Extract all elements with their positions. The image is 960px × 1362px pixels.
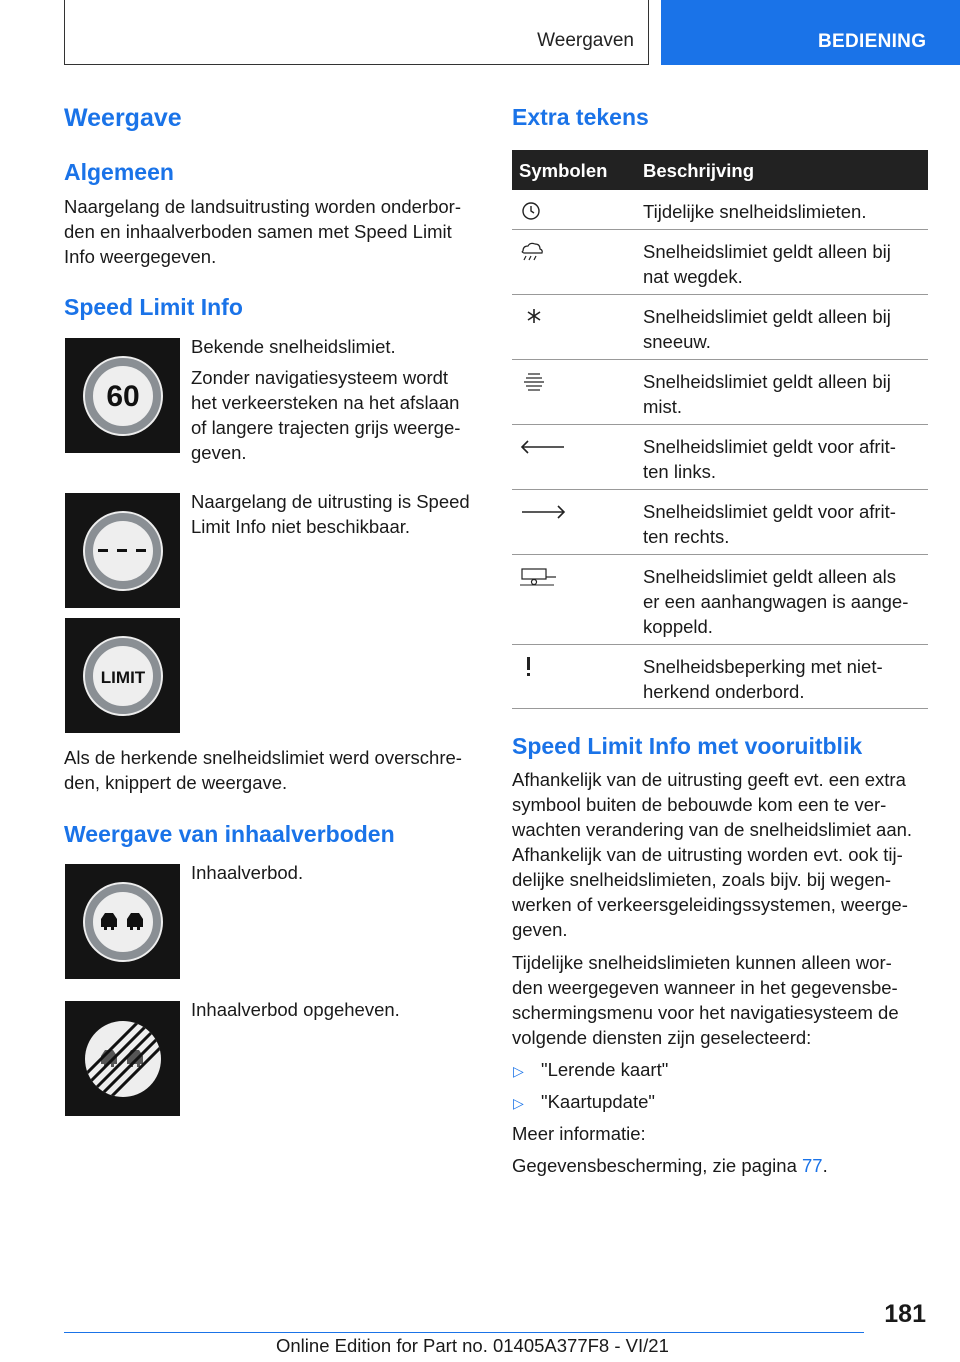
reference-text: Gegevensbescherming, zie pagina 77. xyxy=(512,1155,828,1176)
header-chapter-box xyxy=(661,0,960,65)
speed-sign-value: 60 xyxy=(106,380,140,413)
exclamation-icon xyxy=(518,655,548,679)
table-col-symbols: Symbolen xyxy=(519,160,608,181)
header-section-box xyxy=(64,0,649,65)
table-row-description: Snelheidslimiet geldt alleen als er een aanhangwagen is aange- koppeld. xyxy=(643,566,909,637)
table-row xyxy=(512,360,928,425)
table-row-description: Snelheidslimiet geldt alleen bij sneeuw. xyxy=(643,306,891,352)
speed-limit-info-heading: Speed Limit Info xyxy=(64,294,243,320)
more-info-label: Meer informatie: xyxy=(512,1123,646,1144)
table-row-description: Tijdelijke snelheidslimieten. xyxy=(643,201,867,222)
preview-heading: Speed Limit Info met vooruitblik xyxy=(512,733,863,759)
table-row-description: Snelheidsbeperking met niet- herkend onderbord. xyxy=(643,656,883,702)
preview-text1: Afhankelijk van de uitrusting geeft evt. een extra symbool buiten de bebouwde kom een te ver- wachten verandering van de snelheidslimiet aan. Afhankelijk van de uitrusting worden evt. ook tij- delijke snelheidslimieten, zoals bijv. bij wegen- werken of verkeersgeleidingssystemen, weerge- geven. xyxy=(512,769,913,940)
bullet-triangle-icon: ▷ xyxy=(513,1095,524,1111)
trailer-icon xyxy=(518,565,558,589)
table-row-description: Snelheidslimiet geldt alleen bij mist. xyxy=(643,371,891,417)
table-row-description: Snelheidslimiet geldt voor afrit- ten links. xyxy=(643,436,896,482)
sign1-text2: Zonder navigatiesysteem wordt het verkeersteken na het afslaan of langere trajecten grijs weerge- geven. xyxy=(191,367,461,463)
table-row xyxy=(512,490,928,555)
header-chapter-title: BEDIENING xyxy=(818,31,927,52)
clock-icon xyxy=(518,200,548,224)
overtake-end-text: Inhaalverbod opgeheven. xyxy=(191,999,400,1020)
fog-icon xyxy=(518,370,548,394)
bullet-item: "Kaartupdate" xyxy=(541,1091,655,1112)
speed-sign-60-image xyxy=(65,338,180,453)
overtake-heading: Weergave van inhaalverboden xyxy=(64,821,395,847)
table-row xyxy=(512,190,928,230)
general-heading: Algemeen xyxy=(64,159,174,185)
table-header xyxy=(512,150,928,190)
general-text: Naargelang de landsuitrusting worden onderbor- den en inhaalverboden samen met Speed Limit Info weergegeven. xyxy=(64,196,461,267)
bullet-item: "Lerende kaart" xyxy=(541,1059,669,1080)
footer-divider xyxy=(64,1332,864,1333)
rain-icon xyxy=(518,240,548,264)
speed-sign-unavailable-image xyxy=(65,493,180,608)
sign2-text: Naargelang de uitrusting is Speed Limit Info niet beschikbaar. xyxy=(191,491,470,537)
header-section-title: Weergaven xyxy=(537,30,634,51)
overtake-text: Inhaalverbod. xyxy=(191,862,304,883)
footer-edition: Online Edition for Part no. 01405A377F8 - VI/21 xyxy=(276,1335,669,1356)
section-title: Weergave xyxy=(64,104,182,132)
table-row xyxy=(512,230,928,295)
arrow-right-icon xyxy=(518,500,568,524)
bullet-triangle-icon: ▷ xyxy=(513,1063,524,1079)
extra-signs-heading: Extra tekens xyxy=(512,104,649,130)
table-row xyxy=(512,555,928,645)
table-row-description: Snelheidslimiet geldt voor afrit- ten rechts. xyxy=(643,501,896,547)
limit-sign-label: LIMIT xyxy=(100,668,146,687)
speed-sign-limit-image xyxy=(65,618,180,733)
table-row-description: Snelheidslimiet geldt alleen bij nat wegdek. xyxy=(643,241,891,287)
no-overtaking-sign-image xyxy=(65,864,180,979)
page-reference-link[interactable]: 77 xyxy=(802,1155,823,1176)
end-no-overtaking-sign-image xyxy=(65,1001,180,1116)
sign1-text1: Bekende snelheidslimiet. xyxy=(191,336,396,357)
arrow-left-icon xyxy=(518,435,568,459)
exceed-text: Als de herkende snelheidslimiet werd overschre- den, knippert de weergave. xyxy=(64,747,462,793)
table-col-description: Beschrijving xyxy=(643,160,755,181)
snowflake-icon xyxy=(518,305,548,329)
table-row xyxy=(512,295,928,360)
extra-signs-table xyxy=(512,150,928,709)
page-number: 181 xyxy=(884,1300,926,1328)
table-row xyxy=(512,425,928,490)
preview-text2: Tijdelijke snelheidslimieten kunnen alleen wor- den weergegeven wanneer in het gegevensbe- schermingsmenu voor het navigatiesysteem de volgende diensten zijn geselecteerd: xyxy=(512,952,899,1048)
table-row xyxy=(512,645,928,709)
